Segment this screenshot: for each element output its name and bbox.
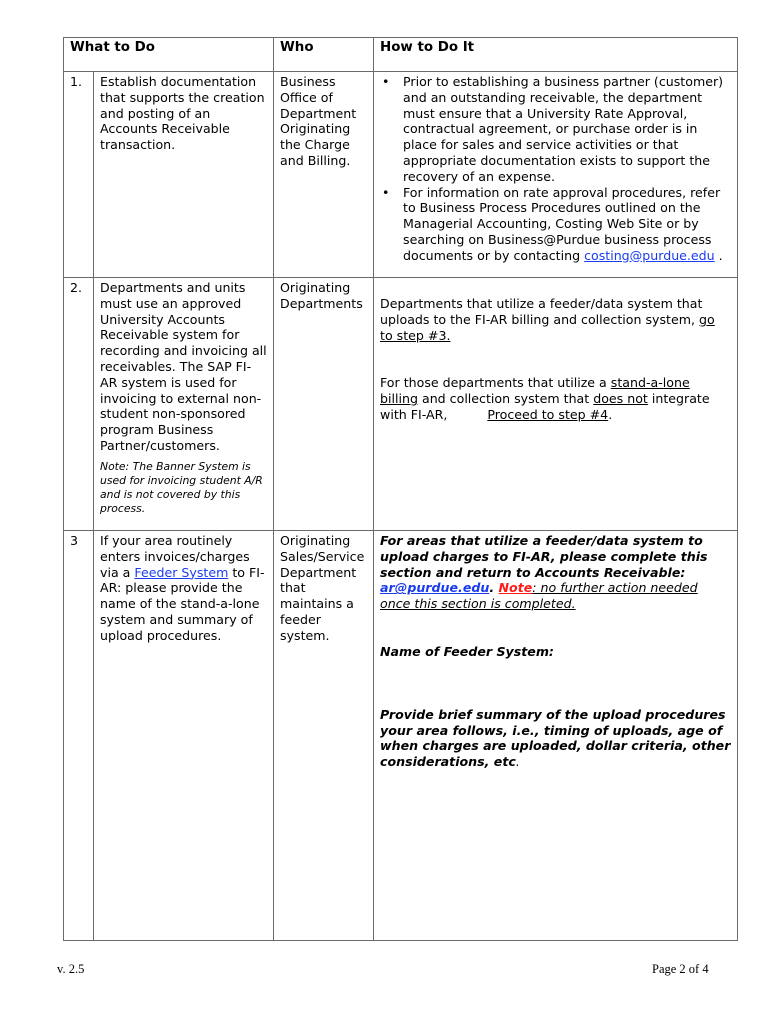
costing-email-link[interactable]: costing@purdue.edu	[584, 247, 715, 263]
bullet-text: For information on rate approval procedures, refer to Business Process Procedures outlined on the Managerial Accounting, Costing Web Site or by searching on Business@Purdue business process documents or by contacting	[403, 184, 721, 263]
feeder-paragraph	[380, 296, 731, 343]
bullet-suffix: .	[714, 247, 723, 263]
banner-note: Note: The Banner System is used for invoicing student A/R and is not covered by this process.	[100, 459, 263, 515]
step-number: 1.	[64, 72, 94, 278]
step-who: Business Office of Department Originating the Charge and Billing.	[274, 72, 374, 278]
after-email-text: .	[489, 580, 499, 596]
header-what-to-do: What to Do	[64, 38, 274, 72]
header-how-to-do-it: How to Do It	[374, 38, 738, 72]
page-number: Page 2 of 4	[652, 962, 709, 976]
step-who: Originating Departments	[274, 278, 374, 531]
step-how	[374, 278, 738, 531]
feeder-instructions-intro: For areas that utilize a feeder/data system to upload charges to FI-AR, please complete this section and return to Accounts Receivable:	[380, 533, 708, 580]
table-header-row	[64, 38, 738, 72]
list-item	[380, 185, 731, 264]
table-row	[64, 72, 738, 278]
standalone-text-end: .	[608, 406, 613, 422]
step-how	[374, 72, 738, 278]
step-what-text: Departments and units must use an approved University Accounts Receivable system for recording and invoicing all receivables. The SAP FI-AR system is used for invoicing to external non-student non-sponsored program Business Partner/customers.	[100, 280, 267, 453]
upload-summary-end: .	[515, 754, 520, 770]
how-bullet-list	[380, 74, 731, 264]
step-what	[94, 531, 274, 941]
ar-email-link[interactable]: ar@purdue.edu	[380, 580, 490, 596]
step-who: Originating Sales/Service Department that maintains a feeder system.	[274, 531, 374, 941]
standalone-text-post: integrate with FI-AR,	[380, 391, 710, 422]
feeder-system-link[interactable]: Feeder System	[134, 564, 229, 580]
standalone-billing-underline: stand-a-lone billing	[380, 375, 690, 407]
table-row	[64, 531, 738, 941]
feeder-instructions	[380, 533, 731, 612]
upload-summary-label: Provide brief summary of the upload procedures your area follows, i.e., timing of uploads, age of when charges are uploaded, dollar criteria, other considerations, etc	[380, 706, 731, 770]
feeder-paragraph-text: Departments that utilize a feeder/data system that uploads to the FI-AR billing and collection system,	[380, 296, 703, 327]
step-what-post: to FI-AR: please provide the name of the stand-a-lone system and summary of upload procedures.	[100, 564, 265, 643]
standalone-text-pre: For those departments that utilize a	[380, 375, 611, 391]
bullet-icon: •	[382, 184, 390, 200]
bullet-icon: •	[382, 74, 390, 89]
upload-summary-prompt	[380, 707, 731, 770]
step-what: Establish documentation that supports the creation and posting of an Accounts Receivable transaction.	[94, 72, 274, 278]
list-item	[380, 74, 731, 185]
table-row	[64, 278, 738, 531]
feeder-name-label: Name of Feeder System:	[380, 643, 554, 659]
proceed-to-step-4-link[interactable]: Proceed to step #4	[487, 406, 609, 422]
note-text: : no further action needed once this section is completed.	[380, 580, 698, 612]
step-number: 2.	[64, 278, 94, 531]
step-what	[94, 278, 274, 531]
header-who: Who	[274, 38, 374, 72]
bullet-text: Prior to establishing a business partner (customer) and an outstanding receivable, the department must ensure that a University Rate Approval, contractual agreement, or purchase order is in place for sales and service activities or that appropriate documentation exists to support the recovery of an expense.	[403, 74, 724, 184]
go-to-step-3-link[interactable]: go to step #3.	[380, 311, 715, 343]
step-number: 3	[64, 531, 94, 941]
version-label: v. 2.5	[57, 962, 85, 976]
standalone-text-mid: and collection system that	[417, 391, 594, 407]
step-what-pre: If your area routinely enters invoices/charges via a	[100, 533, 250, 580]
note-label: Note	[498, 580, 533, 596]
procedure-table	[63, 37, 738, 941]
standalone-paragraph	[380, 375, 731, 422]
step-how	[374, 531, 738, 941]
does-not-underline: does not	[593, 391, 648, 407]
